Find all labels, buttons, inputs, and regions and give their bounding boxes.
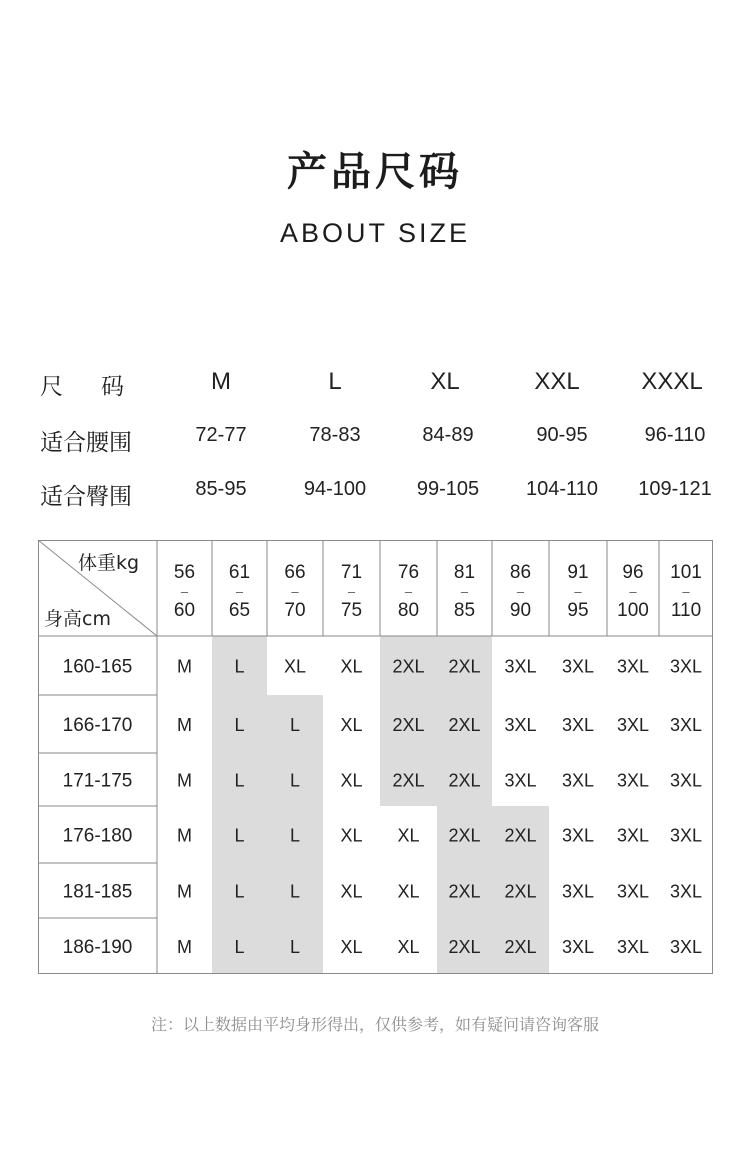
size-cell: 2XL [504,825,537,846]
size-cell: 3XL [669,881,703,902]
weight-from: 71 [340,562,363,583]
size-cell: 2XL [448,656,481,677]
size-cell: L [289,825,301,846]
size-cell: 3XL [616,715,650,735]
weight-to: 100 [617,600,649,621]
weight-dash: – [404,584,413,599]
size-cell: L [289,937,301,957]
corner-weight-label: 体重kg [78,552,140,574]
weight-dash: – [235,584,244,599]
weight-dash: – [180,584,189,599]
text-layer [44,552,702,958]
size-cell: 2XL [448,937,481,957]
chart-border [39,541,713,974]
hip-xxxl: 109-121 [638,478,712,500]
weight-to: 70 [284,600,306,621]
waist-label: 适合腰围 [40,430,132,456]
waist-m: 72-77 [195,424,247,446]
size-cell: L [234,937,245,957]
height-range: 176-180 [62,825,133,847]
size-cell: XL [397,881,420,902]
page-title: 产品尺码 [287,149,463,195]
size-cell: XL [340,881,363,902]
size-cell: 3XL [669,715,703,735]
size-cell: L [234,881,245,902]
waist-xxl: 90-95 [536,424,588,446]
size-cell: L [289,715,301,735]
weight-dash: – [574,584,582,599]
grid-layer [38,540,713,974]
size-cell: 3XL [504,770,537,791]
size-cell: 2XL [504,937,537,957]
waist-l: 78-83 [309,424,361,446]
weight-to: 95 [567,600,589,621]
weight-from: 76 [397,562,420,583]
height-range: 166-170 [62,715,133,736]
size-cell: 3XL [616,770,650,791]
weight-dash: – [516,584,525,599]
size-cell: XL [397,937,420,957]
weight-to: 65 [228,600,251,621]
corner-height-label: 身高cm [44,608,111,630]
size-cell: 2XL [392,656,425,677]
size-cell: 3XL [669,937,703,957]
size-cell: L [234,715,245,735]
shade-layer [212,636,549,974]
size-cell: XL [397,825,420,846]
weight-from: 86 [509,562,532,583]
size-cell: M [177,770,192,791]
size-cell: 3XL [669,825,703,846]
size-cell: 3XL [616,881,650,902]
weight-to: 60 [173,600,196,621]
weight-from: 101 [670,562,702,583]
size-cell: XL [283,656,307,677]
size-cell: M [177,825,192,846]
weight-from: 81 [453,562,476,583]
size-cell: XL [340,656,363,677]
size-l: L [328,368,342,395]
weight-from: 91 [567,562,589,583]
weight-from: 96 [622,562,644,583]
size-chart [38,540,714,976]
weight-dash: – [682,584,690,599]
size-cell: M [177,937,192,957]
weight-from: 66 [284,562,306,583]
size-cell: XL [340,770,363,791]
size-cell: L [289,881,301,902]
size-cell: 3XL [669,656,703,677]
size-cell: 3XL [669,770,703,791]
size-cell: 3XL [616,656,650,677]
waist-row [0,424,750,458]
size-m: M [211,368,231,395]
size-cell: L [234,656,245,677]
waist-xxxl: 96-110 [644,424,706,446]
size-cell: L [234,825,245,846]
size-cell: 2XL [504,881,537,902]
weight-to: 110 [670,600,702,621]
size-cell: 2XL [448,715,481,735]
size-cell: 2XL [392,770,425,791]
hip-row [0,478,750,512]
size-cell: 3XL [561,881,595,902]
size-cell: XL [340,825,363,846]
height-range: 181-185 [62,881,133,903]
size-xxl: XXL [534,368,580,395]
size-cell: L [234,770,245,791]
page-subtitle: ABOUT SIZE [279,218,471,248]
size-cell: 2XL [392,715,425,735]
size-cell: 3XL [561,825,595,846]
size-cell: 3XL [504,656,537,677]
size-label: 尺码 [40,374,162,400]
hip-xl: 99-105 [416,478,480,500]
weight-dash: – [347,584,356,599]
size-xxxl: XXXL [641,368,703,395]
size-cell: M [177,656,192,677]
weight-to: 90 [509,600,532,621]
weight-from: 56 [173,562,196,583]
size-cell: 3XL [616,937,650,957]
hip-m: 85-95 [195,478,247,500]
size-cell: M [177,881,192,902]
size-cell: M [177,715,192,735]
size-xl: XL [430,368,460,395]
weight-dash: – [460,584,469,599]
size-cell: 3XL [561,715,595,735]
size-cell: 3XL [616,825,650,846]
weight-to: 80 [397,600,420,621]
height-range: 160-165 [62,656,133,678]
size-cell: 3XL [561,770,595,791]
weight-dash: – [291,584,299,599]
size-cell: 2XL [448,881,481,902]
hip-l: 94-100 [303,478,367,500]
size-cell: 2XL [448,770,481,791]
footnote: 注：以上数据由平均身形得出，仅供参考，如有疑问请咨询客服 [150,1015,599,1034]
size-cell: XL [340,937,363,957]
size-cell: 3XL [504,715,537,735]
weight-from: 61 [228,562,251,583]
hip-label: 适合臀围 [40,484,132,510]
size-row [0,368,750,402]
waist-xl: 84-89 [422,424,474,446]
height-range: 171-175 [62,770,133,792]
size-cell: 3XL [561,937,595,957]
hip-xxl: 104-110 [526,478,598,500]
size-cell: 2XL [448,825,481,846]
weight-dash: – [629,584,637,599]
weight-to: 75 [340,600,363,621]
size-cell: 3XL [561,656,595,677]
height-range: 186-190 [62,937,133,958]
size-cell: L [289,770,301,791]
weight-to: 85 [453,600,476,621]
size-cell: XL [340,715,363,735]
